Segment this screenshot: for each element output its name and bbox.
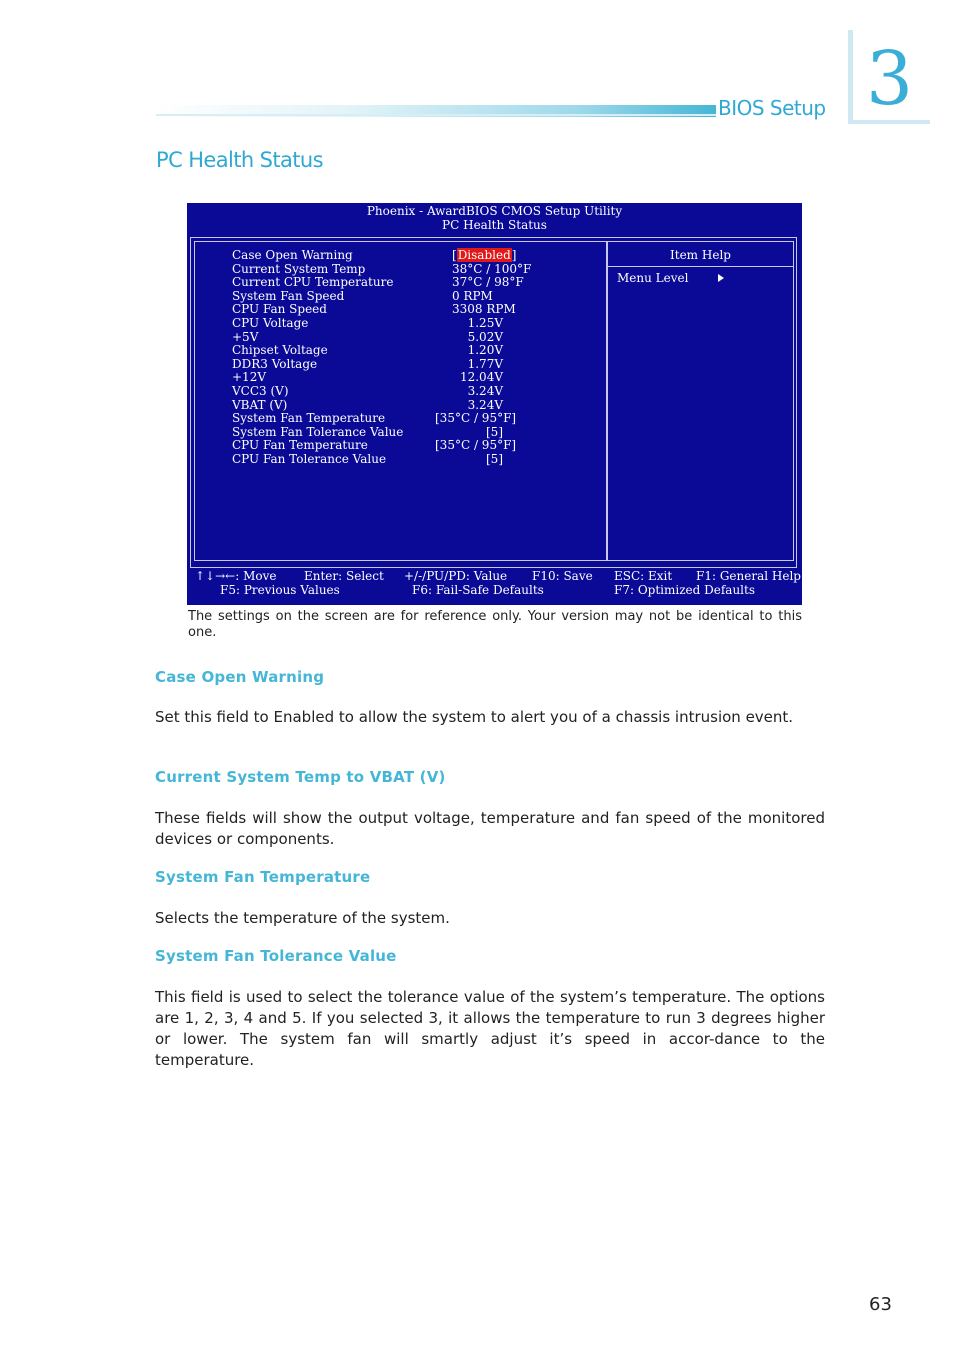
bios-row-label: System Fan Speed (232, 288, 345, 303)
bios-row-cpu-fan-speed (195, 303, 606, 317)
key-optimized-defaults: F7: Optimized Defaults (614, 583, 755, 597)
bios-row-value: 5.02V (467, 329, 503, 344)
bios-row-label: Current CPU Temperature (232, 275, 394, 290)
bios-row-value: 3.24V (467, 383, 503, 398)
key-general-help: F1: General Help (696, 569, 801, 583)
header-gradient-bar (156, 105, 716, 117)
menu-level-arrow-icon (718, 274, 724, 282)
bios-screen (187, 203, 802, 605)
paragraph-system-fan-temperature: Selects the temperature of the system. (155, 909, 450, 927)
bios-row-cpu-fan-temperature[interactable] (195, 439, 606, 453)
bios-row-value: 3.24V (467, 397, 503, 412)
bios-row-system-fan-tolerance-value[interactable] (195, 426, 606, 440)
bios-row-current-cpu-temperature (195, 276, 606, 290)
bios-row-cpu-voltage (195, 317, 606, 331)
item-help-heading: Item Help (608, 242, 793, 267)
bios-row-label: VCC3 (V) (232, 383, 289, 398)
bios-row-system-fan-speed (195, 290, 606, 304)
bios-row-value: 37°C / 98°F (452, 275, 524, 290)
bios-row-label: CPU Voltage (232, 315, 309, 330)
bios-row-current-system-temp (195, 263, 606, 277)
bios-row-value: 3308 RPM (452, 302, 516, 317)
bios-row-label: DDR3 Voltage (232, 356, 318, 371)
bios-row-chipset-voltage (195, 344, 606, 358)
bios-row-value: 0 RPM (452, 288, 493, 303)
bios-screen-title: PC Health Status (442, 218, 547, 232)
key-save: F10: Save (532, 569, 593, 583)
key-exit: ESC: Exit (614, 569, 673, 583)
bios-row-value[interactable]: [5] (486, 451, 503, 466)
bios-row-label: System Fan Temperature (232, 411, 386, 426)
bios-row-ddr3-voltage (195, 358, 606, 372)
bios-frame (190, 237, 797, 568)
heading-system-fan-temperature: System Fan Temperature (155, 868, 371, 886)
heading-case-open-warning: Case Open Warning (155, 668, 325, 686)
bios-row-vbat (195, 399, 606, 413)
chapter-number: 3 (866, 36, 914, 122)
chapter-box-vertical-line (848, 30, 853, 124)
bios-row-value: 38°C / 100°F (452, 261, 532, 276)
bios-row-value: 1.25V (467, 315, 503, 330)
bios-row-case-open-warning[interactable] (195, 249, 606, 263)
bios-row-label: System Fan Tolerance Value (232, 424, 404, 439)
bios-row-value: 1.77V (467, 356, 503, 371)
menu-level-label: Menu Level (617, 271, 689, 285)
paragraph-current-system-temp: These fields will show the output voltage, temperature and fan speed of the monitored devices or components. (155, 809, 825, 848)
bios-row-label: CPU Fan Temperature (232, 438, 368, 453)
bios-row-5v (195, 331, 606, 345)
key-move: ↑↓→←: Move (195, 569, 277, 583)
bios-row-value: 1.20V (467, 343, 503, 358)
bios-row-vcc3 (195, 385, 606, 399)
paragraph-case-open-warning: Set this field to Enabled to allow the system to alert you of a chassis intrusion event. (155, 708, 794, 726)
bios-header (187, 204, 802, 232)
bios-utility-title: Phoenix - AwardBIOS CMOS Setup Utility (366, 204, 623, 218)
bios-settings-panel (194, 241, 607, 561)
bios-row-label: +5V (232, 329, 259, 344)
bios-row-label: CPU Fan Tolerance Value (232, 451, 387, 466)
bios-row-12v (195, 371, 606, 385)
bios-row-label: +12V (232, 370, 266, 385)
heading-system-fan-tolerance-value: System Fan Tolerance Value (155, 947, 397, 965)
bios-row-value[interactable]: [5] (486, 424, 503, 439)
bios-row-label: Chipset Voltage (232, 343, 328, 358)
screenshot-note: The settings on the screen are for reference only. Your version may not be identical to this one. (188, 609, 802, 640)
header-title: BIOS Setup (718, 96, 826, 120)
bios-row-label: VBAT (V) (232, 397, 288, 412)
bios-row-value[interactable]: [Disabled] (452, 248, 517, 262)
bios-row-label: CPU Fan Speed (232, 302, 327, 317)
bios-settings-list (195, 249, 606, 467)
key-select: Enter: Select (304, 569, 384, 583)
page-number: 63 (869, 1294, 892, 1315)
bios-row-label: Current System Temp (232, 261, 366, 276)
bios-row-system-fan-temperature[interactable] (195, 412, 606, 426)
bios-row-value[interactable]: [35°C / 95°F] (435, 411, 517, 426)
key-value: +/-/PU/PD: Value (404, 569, 508, 583)
bios-help-panel (607, 241, 794, 561)
paragraph-system-fan-tolerance-value: This field is used to select the tolerance value of the system’s temperature. The options are 1, 2, 3, 4 and 5. If you selected 3, it allows the temperature to run 3 degrees higher or lower. The system fan will smartly adjust it’s speed in accor-dance to the temperature. (155, 988, 825, 1069)
bios-row-value[interactable]: [35°C / 95°F] (435, 438, 517, 453)
heading-current-system-temp: Current System Temp to VBAT (V) (155, 768, 446, 786)
bios-row-value: 12.04V (459, 370, 503, 385)
bios-row-cpu-fan-tolerance-value[interactable] (195, 453, 606, 467)
page-title: PC Health Status (156, 148, 323, 172)
bios-row-label: Case Open Warning (232, 248, 353, 262)
key-previous-values: F5: Previous Values (220, 583, 340, 597)
bios-selected-value[interactable]: Disabled (457, 248, 511, 262)
key-fail-safe-defaults: F6: Fail-Safe Defaults (412, 583, 544, 597)
